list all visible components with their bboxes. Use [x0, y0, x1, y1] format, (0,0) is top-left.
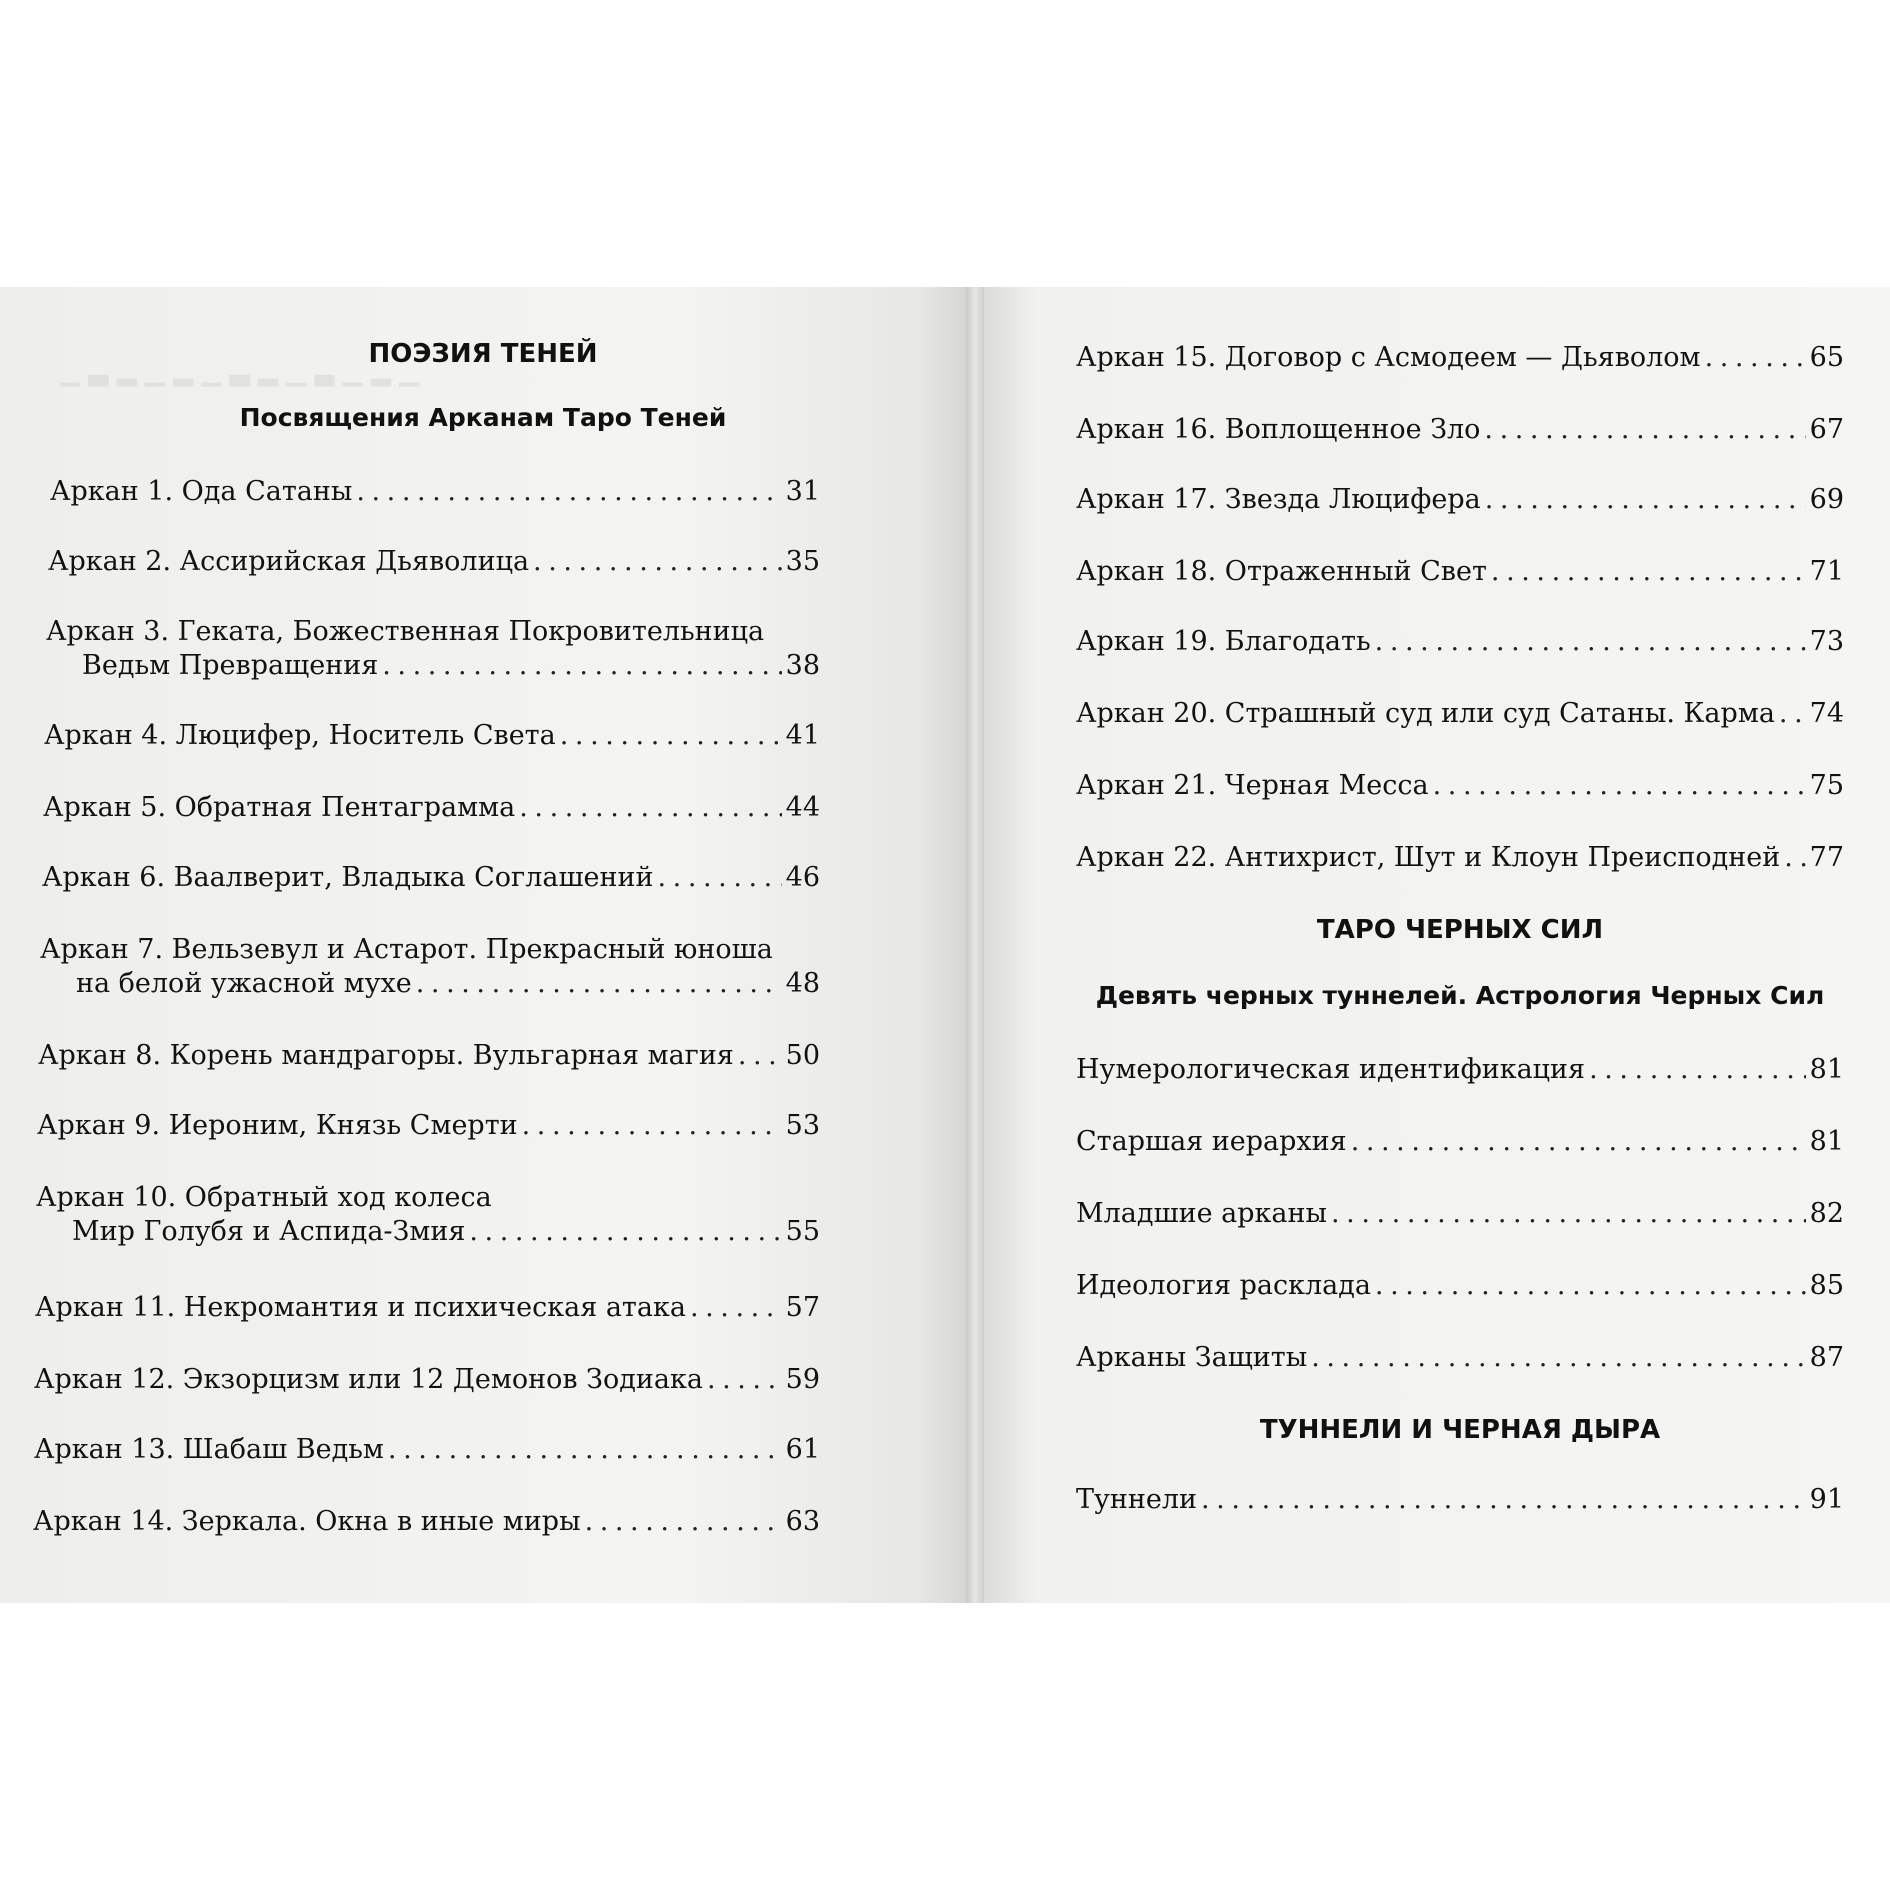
toc-entry-page: 31	[785, 476, 820, 507]
toc-entry-page: 59	[785, 1364, 820, 1395]
section-heading-tarot: ТАРО ЧЕРНЫХ СИЛ	[1316, 915, 1604, 945]
toc-entry-title: Ведьм Превращения	[82, 650, 379, 681]
toc-leader	[585, 1505, 782, 1539]
bleed-through-text: ▁ ▂ ▁ ▃ ▁ ▂ ▃ ▁ ▂ ▁ ▂ ▃ ▁	[60, 357, 420, 387]
toc-entry-title: Аркан 22. Антихрист, Шут и Клоун Преисподней	[1076, 842, 1781, 873]
toc-entry-page: 53	[785, 1110, 820, 1141]
left-page	[0, 287, 966, 1603]
toc-entry[interactable]	[44, 719, 820, 753]
toc-leader	[1311, 1341, 1805, 1375]
toc-entry-page: 75	[1809, 770, 1844, 801]
book-gutter	[966, 287, 984, 1603]
toc-entry-page: 82	[1809, 1198, 1844, 1229]
toc-entry[interactable]	[1076, 1483, 1844, 1517]
toc-leader	[1351, 1125, 1806, 1159]
toc-leader	[690, 1291, 782, 1325]
right-page	[984, 287, 1890, 1603]
toc-entry-title: Аркан 5. Обратная Пентаграмма	[43, 792, 516, 823]
toc-leader	[738, 1039, 782, 1073]
toc-entry-page: 67	[1809, 414, 1844, 445]
toc-entry[interactable]	[1076, 1197, 1844, 1231]
toc-leader	[1201, 1483, 1806, 1517]
toc-leader	[1375, 625, 1806, 659]
toc-entry[interactable]	[40, 933, 820, 1001]
toc-leader	[1705, 341, 1806, 375]
toc-entry-page: 38	[785, 650, 820, 681]
toc-leader	[1331, 1197, 1806, 1231]
toc-entry-title-line1: Аркан 10. Обратный ход колеса	[36, 1182, 492, 1213]
toc-entry[interactable]	[33, 1505, 820, 1539]
toc-entry-title: Аркан 20. Страшный суд или суд Сатаны. Карма	[1076, 698, 1775, 729]
toc-entry[interactable]	[1076, 841, 1844, 875]
toc-leader	[522, 1109, 782, 1143]
toc-entry-title-line1: Аркан 3. Геката, Божественная Покровительница	[46, 616, 765, 647]
toc-entry[interactable]	[43, 791, 820, 825]
toc-entry-title: Аркан 15. Договор с Асмодеем — Дьяволом	[1076, 342, 1701, 373]
toc-entry[interactable]	[36, 1181, 820, 1249]
toc-entry-title: Аркан 16. Воплощенное Зло	[1076, 414, 1481, 445]
toc-entry-title: Старшая иерархия	[1076, 1126, 1347, 1157]
toc-entry-page: 85	[1809, 1270, 1844, 1301]
toc-entry[interactable]	[42, 861, 820, 895]
toc-entry[interactable]	[1076, 625, 1844, 659]
toc-leader	[658, 861, 782, 895]
toc-leader	[382, 649, 781, 683]
toc-entry-page: 91	[1809, 1484, 1844, 1515]
toc-entry[interactable]	[37, 1109, 820, 1143]
toc-entry[interactable]	[1076, 1125, 1844, 1159]
toc-leader	[356, 475, 781, 509]
toc-entry[interactable]	[1076, 483, 1844, 517]
toc-entry[interactable]	[1076, 697, 1844, 731]
toc-entry-title: Аркан 18. Отраженный Свет	[1076, 556, 1487, 587]
toc-entry-page: 50	[785, 1040, 820, 1071]
toc-entry-page: 71	[1809, 556, 1844, 587]
toc-entry-page: 44	[785, 792, 820, 823]
toc-entry-title: Туннели	[1076, 1484, 1198, 1515]
toc-entry-page: 35	[785, 546, 820, 577]
section-heading-poetry: ПОЭЗИЯ ТЕНЕЙ	[368, 339, 598, 369]
toc-entry-title: Аркан 19. Благодать	[1076, 626, 1371, 657]
toc-entry[interactable]	[1076, 1341, 1844, 1375]
toc-leader	[519, 791, 781, 825]
toc-leader	[533, 545, 782, 579]
toc-leader	[388, 1433, 782, 1467]
toc-entry-page: 69	[1809, 484, 1844, 515]
toc-entry-page: 57	[785, 1292, 820, 1323]
toc-entry-title: Аркан 14. Зеркала. Окна в иные миры	[33, 1506, 581, 1537]
toc-entry-page: 63	[785, 1506, 820, 1537]
toc-leader	[1433, 769, 1806, 803]
toc-entry-title: Мир Голубя и Аспида-Змия	[72, 1216, 466, 1247]
toc-entry-page: 55	[785, 1216, 820, 1247]
toc-entry-title: на белой ужасной мухе	[76, 968, 412, 999]
toc-entry-title: Аркан 11. Некромантия и психическая атака	[35, 1292, 686, 1323]
section-subheading-dedications: Посвящения Арканам Таро Теней	[239, 403, 727, 432]
toc-leader	[1779, 697, 1806, 731]
toc-entry-title: Аркан 6. Ваалверит, Владыка Соглашений	[42, 862, 654, 893]
toc-entry-title: Аркан 1. Ода Сатаны	[50, 476, 353, 507]
toc-entry[interactable]	[34, 1363, 820, 1397]
toc-entry-page: 81	[1809, 1054, 1844, 1085]
toc-leader	[707, 1363, 782, 1397]
toc-entry[interactable]	[35, 1291, 820, 1325]
toc-entry-page: 87	[1809, 1342, 1844, 1373]
section-subheading-tunnels: Девять черных туннелей. Астрология Черных Сил	[1095, 981, 1825, 1010]
toc-entry[interactable]	[1076, 1269, 1844, 1303]
toc-leader	[469, 1215, 781, 1249]
toc-entry-title: Аркан 2. Ассирийская Дьяволица	[48, 546, 530, 577]
toc-entry-title: Арканы Защиты	[1076, 1342, 1308, 1373]
toc-entry[interactable]	[34, 1433, 820, 1467]
toc-entry-page: 48	[785, 968, 820, 999]
toc-entry-title: Аркан 17. Звезда Люцифера	[1076, 484, 1481, 515]
toc-entry-title-line1: Аркан 7. Вельзевул и Астарот. Прекрасный юноша	[40, 934, 773, 965]
toc-entry[interactable]	[1076, 1053, 1844, 1087]
toc-entry-page: 77	[1809, 842, 1844, 873]
toc-entry-page: 74	[1809, 698, 1844, 729]
toc-entry[interactable]	[1076, 769, 1844, 803]
toc-entry-page: 46	[785, 862, 820, 893]
toc-entry-page: 65	[1809, 342, 1844, 373]
toc-entry[interactable]	[38, 1039, 820, 1073]
toc-leader	[1589, 1053, 1806, 1087]
toc-entry[interactable]	[1076, 413, 1844, 447]
toc-entry-title: Аркан 4. Люцифер, Носитель Света	[44, 720, 556, 751]
book-spread	[0, 287, 1890, 1603]
toc-entry-page: 81	[1809, 1126, 1844, 1157]
toc-entry-title: Аркан 21. Черная Месса	[1076, 770, 1429, 801]
toc-leader	[1491, 555, 1806, 589]
toc-entry-title: Аркан 13. Шабаш Ведьм	[34, 1434, 384, 1465]
toc-leader	[560, 719, 782, 753]
toc-entry-title: Младшие арканы	[1076, 1198, 1328, 1229]
toc-entry-title: Аркан 9. Иероним, Князь Смерти	[37, 1110, 518, 1141]
toc-entry-page: 41	[785, 720, 820, 751]
toc-entry-title: Аркан 12. Экзорцизм или 12 Демонов Зодиака	[34, 1364, 703, 1395]
toc-entry-title: Идеология расклада	[1076, 1270, 1371, 1301]
toc-entry[interactable]	[46, 615, 820, 683]
toc-entry-page: 61	[785, 1434, 820, 1465]
section-heading-black-hole: ТУННЕЛИ И ЧЕРНАЯ ДЫРА	[1259, 1415, 1661, 1445]
toc-leader	[1784, 841, 1805, 875]
toc-entry-title: Аркан 8. Корень мандрагоры. Вульгарная магия	[38, 1040, 734, 1071]
toc-entry-title: Нумерологическая идентификация	[1076, 1054, 1586, 1085]
toc-entry[interactable]	[48, 545, 820, 579]
toc-entry[interactable]	[1076, 341, 1844, 375]
toc-entry[interactable]	[1076, 555, 1844, 589]
toc-leader	[1484, 413, 1805, 447]
toc-entry[interactable]	[50, 475, 820, 509]
toc-leader	[1375, 1269, 1806, 1303]
toc-leader	[416, 967, 782, 1001]
toc-entry-page: 73	[1809, 626, 1844, 657]
toc-leader	[1485, 483, 1806, 517]
